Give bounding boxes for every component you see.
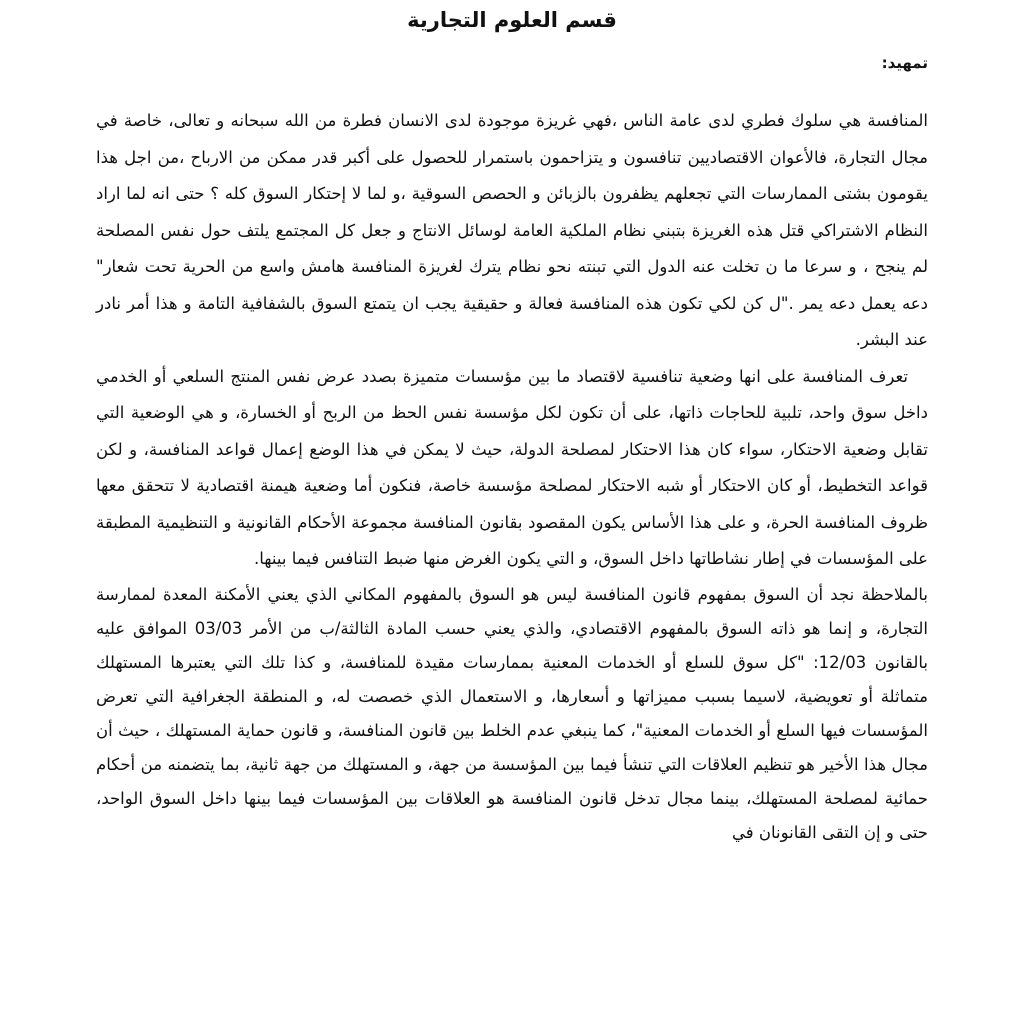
document-body <box>96 103 928 850</box>
page-title: قسم العلوم التجارية <box>407 8 617 32</box>
paragraph-competition-nature: المنافسة هي سلوك فطري لدى عامة الناس ،فهي غريزة موجودة لدى الانسان فطرة من الله سبحانه و تعالى، خاصة في مجال التجارة، فالأعوان الاقتصاديين تنافسون و يتزاحمون باستمرار للحصول على أكبر قدر ممكن من الارباح ،من اجل هذا يقومون بشتى الممارسات التي تجعلهم يظفرون بالزبائن و الحصص السوقية ،و لما لا إحتكار السوق كله ؟ حتى انه لما اراد النظام الاشتراكي قتل هذه الغريزة بتبني نظام الملكية العامة لوسائل الانتاج و جعل كل المجتمع يلتف حول نفس المصلحة لم ينجح ، و سرعا ما ن تخلت عنه الدول التي تبنته نحو نظام يترك لغريزة المنافسة هامش واسع من الحرية تحت شعار" دعه يعمل دعه يمر ."ل كن لكي تكون هذه المنافسة فعالة و حقيقية يجب ان يتمتع السوق بالشفافية التامة و هذا أمر نادر عند البشر. <box>96 111 928 349</box>
paragraph-competition-definition: تعرف المنافسة على انها وضعية تنافسية لاقتصاد ما بين مؤسسات متميزة بصدد عرض نفس المنتج السلعي أو الخدمي داخل سوق واحد، تلبية للحاجات ذاتها، على أن تكون لكل مؤسسة نفس الحظ من الربح أو الخسارة، و هي الوضعية التي تقابل وضعية الاحتكار، سواء كان هذا الاحتكار لمصلحة الدولة، حيث لا يمكن في هذا الوضع إعمال قواعد المنافسة، و لكن قواعد التخطيط، أو كان الاحتكار أو شبه الاحتكار لمصلحة مؤسسة خاصة، فنكون أما وضعية هيمنة اقتصادية لا تتحقق معها ظروف المنافسة الحرة، و على هذا الأساس يكون المقصود بقانون المنافسة مجموعة الأحكام القانونية و التنظيمية المطبقة على المؤسسات في إطار نشاطاتها داخل السوق، و التي يكون الغرض منها ضبط التنافس فيما بينها. <box>96 366 928 568</box>
paragraph-market-concept: بالملاحظة نجد أن السوق بمفهوم قانون المنافسة ليس هو السوق بالمفهوم المكاني الذي يعني الأمكنة المعدة لممارسة التجارة، و إنما هو ذاته السوق بالمفهوم الاقتصادي، والذي يعني حسب المادة الثالثة/ب من الأمر 03/03 الموافق عليه بالقانون 12/03: "كل سوق للسلع أو الخدمات المعنية بممارسات مقيدة للمنافسة، و كذا تلك التي يعتبرها المستهلك متماثلة أو تعويضية، لاسيما بسبب مميزاتها و أسعارها، و الاستعمال الذي خصصت له، و المنطقة الجغرافية التي تعرض المؤسسات فيها السلع أو الخدمات المعنية"، كما ينبغي عدم الخلط بين قانون المنافسة، و قانون حماية المستهلك ، حيث أن مجال هذا الأخير هو تنظيم العلاقات التي تنشأ فيما بين المؤسسة من جهة، و المستهلك من جهة ثانية، بما يتضمنه من أحكام حمائية لمصلحة المستهلك، بينما مجال تدخل قانون المنافسة هو العلاقات بين المؤسسات فيما بينها داخل السوق الواحد، حتى و إن التقى القانونان في <box>96 584 928 842</box>
intro-heading: تمهيد: <box>881 54 928 72</box>
